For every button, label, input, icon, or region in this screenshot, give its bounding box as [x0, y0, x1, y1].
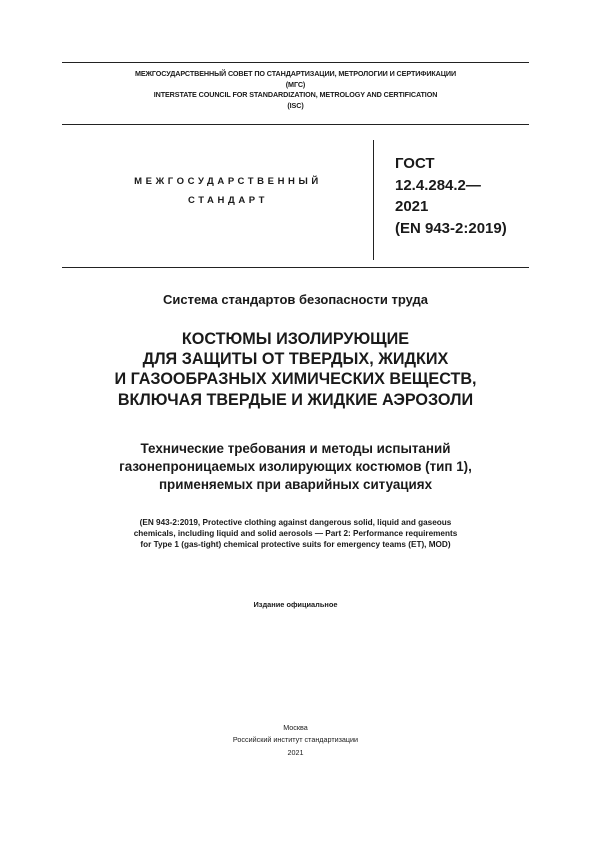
main-title-line3: И ГАЗООБРАЗНЫХ ХИМИЧЕСКИХ ВЕЩЕСТВ, [114, 370, 477, 389]
main-title-line4: ВКЛЮЧАЯ ТВЕРДЫЕ И ЖИДКИЕ АЭРОЗОЛИ [117, 390, 474, 409]
subtitle-line2: газонепроницаемых изолирующих костюмов (тип 1), [119, 459, 472, 475]
publisher-year: 2021 [287, 747, 304, 757]
subtitle [40, 440, 551, 495]
publisher-institute: Российский институт стандартизации [232, 735, 359, 745]
gost-year: 2021 [395, 198, 429, 215]
system-title: Система стандартов безопасности труда [163, 292, 428, 307]
interstate-standard-label [110, 172, 346, 210]
english-title-line2: chemicals, including liquid and solid aerosols — Part 2: Performance requirements [133, 529, 458, 539]
subtitle-line1: Технические требования и методы испытаний [140, 441, 451, 456]
gost-label: ГОСТ [395, 155, 435, 172]
english-title [40, 517, 551, 551]
council-abbr-en: (ISC) [287, 100, 304, 110]
english-title-line3: for Type 1 (gas-tight) chemical protective suits for emergency teams (ET), MOD) [140, 540, 451, 550]
subtitle-line3: применяемых при аварийных ситуациях [158, 477, 433, 493]
gost-number: 12.4.284.2— [395, 176, 481, 194]
council-name-ru: МЕЖГОСУДАРСТВЕННЫЙ СОВЕТ ПО СТАНДАРТИЗАЦИИ, МЕТРОЛОГИИ И СЕРТИФИКАЦИИ [134, 69, 457, 78]
official-edition-label: Издание официальное [253, 600, 338, 609]
publisher-block [40, 722, 551, 759]
council-bottom-rule [62, 124, 529, 125]
top-rule [62, 62, 529, 63]
header-bottom-rule [62, 267, 529, 268]
gost-en-reference: (EN 943-2:2019) [395, 219, 507, 237]
gost-designation [395, 153, 507, 239]
council-name-en: INTERSTATE COUNCIL FOR STANDARDIZATION, METROLOGY AND CERTIFICATION [153, 90, 438, 100]
main-title-line1: КОСТЮМЫ ИЗОЛИРУЮЩИЕ [181, 330, 410, 348]
interstate-label-line1: МЕЖГОСУДАРСТВЕННЫЙ [134, 176, 322, 187]
interstate-label-line2: СТАНДАРТ [188, 195, 268, 206]
publisher-city: Москва [283, 723, 308, 732]
main-title-line2: ДЛЯ ЗАЩИТЫ ОТ ТВЕРДЫХ, ЖИДКИХ [142, 350, 449, 369]
main-title [40, 329, 551, 410]
council-abbr-ru: (МГС) [285, 79, 306, 89]
council-header [62, 69, 529, 111]
header-divider [373, 140, 374, 260]
english-title-line1: (EN 943-2:2019, Protective clothing against dangerous solid, liquid and gaseous [139, 518, 452, 527]
